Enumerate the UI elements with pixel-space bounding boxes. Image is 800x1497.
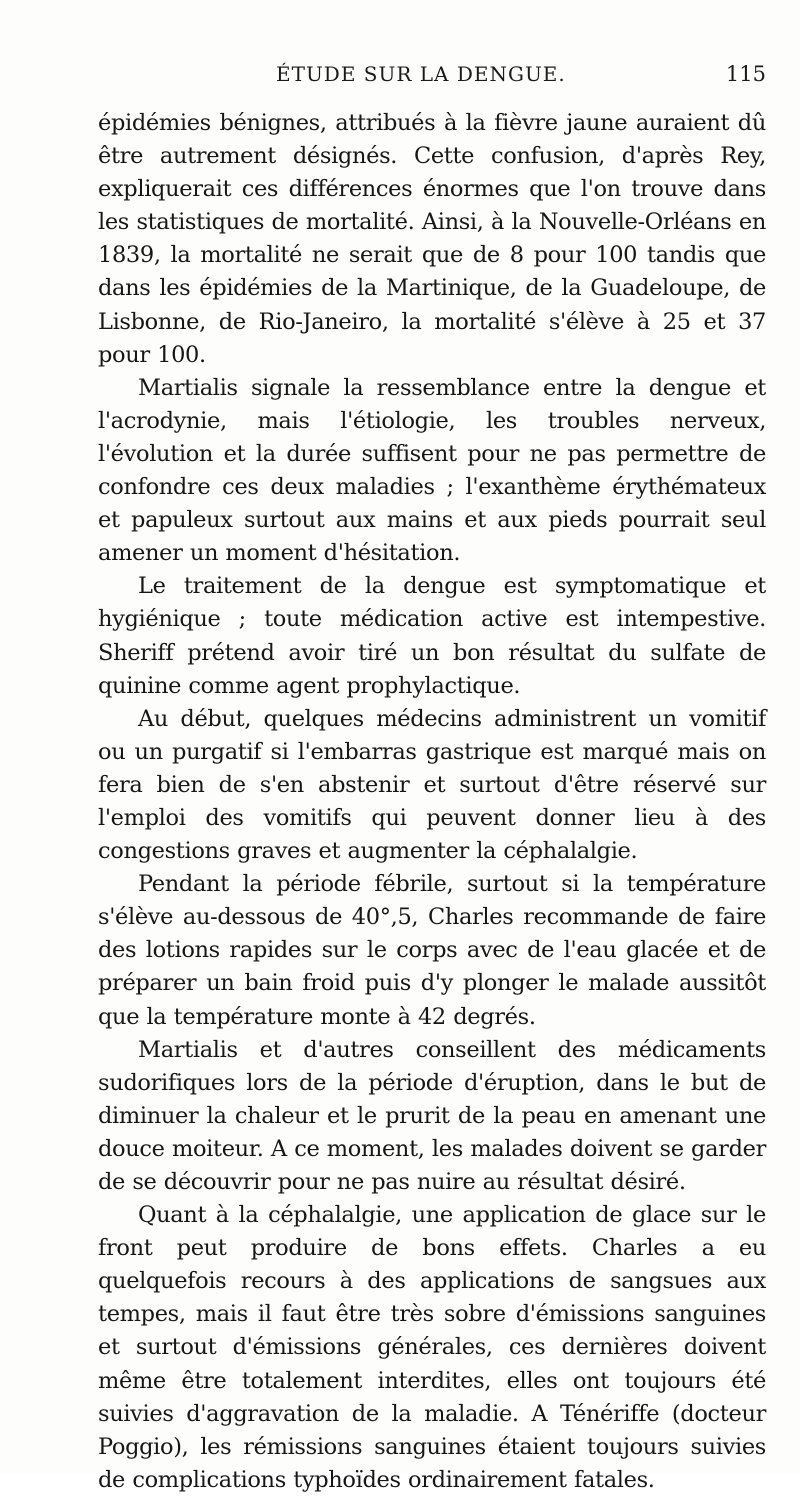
paragraph: Martialis et d'autres conseillent des médicaments sudorifiques lors de la période d'éruption, dans le but de diminuer la chaleur et le prurit de la peau en amenant une douce moiteur. A ce moment, les malades doivent se garder de se découvrir pour ne pas nuire au résultat désiré. <box>98 1036 766 1195</box>
running-title: ÉTUDE SUR LA DENGUE. <box>276 62 566 86</box>
body-text <box>98 107 766 1497</box>
paragraph-continued: épidémies bénignes, attribués à la fièvre jaune auraient dû être autrement désignés. Cette confusion, d'après Rey, expliquerait ces différences énormes que l'on trouve dans les statistiques de mortalité. Ainsi, à la Nouvelle-Orléans en 1839, la mortalité ne serait que de 8 pour 100 tandis que dans les épidémies de la Martinique, de la Guadeloupe, de Lisbonne, de Rio-Janeiro, la mortalité s'élève à 25 et 37 pour 100. <box>98 110 766 368</box>
paragraph: Pendant la période fébrile, surtout si la température s'élève au-dessous de 40°,5, Charles recommande de faire des lotions rapides sur le corps avec de l'eau glacée et de préparer un bain froid puis d'y plonger le malade aussitôt que la température monte à 42 degrés. <box>98 871 766 1030</box>
paragraph: Au début, quelques médecins administrent un vomitif ou un purgatif si l'embarras gastrique est marqué mais on fera bien de s'en abstenir et surtout d'être réservé sur l'emploi des vomitifs qui peuvent donner lieu à des congestions graves et augmenter la céphalalgie. <box>98 705 766 865</box>
page-number: 115 <box>725 62 766 86</box>
paragraph: Le traitement de la dengue est symptomatique et hygiénique ; toute médication active est intempestive. Sheriff prétend avoir tiré un bon résultat du sulfate de quinine comme agent prophylactique. <box>98 573 766 699</box>
running-head <box>96 62 766 92</box>
paragraph: Martialis signale la ressemblance entre la dengue et l'acrodynie, mais l'étiologie, les troubles nerveux, l'évolution et la durée suffisent pour ne pas permettre de confondre ces deux maladies ; l'exanthème érythémateux et papuleux surtout aux mains et aux pieds pourrait seul amener un moment d'hésitation. <box>98 374 766 567</box>
paragraph: Quant à la céphalalgie, une application de glace sur le front peut produire de bons effets. Charles a eu quelquefois recours à des applications de sangsues aux tempes, mais il faut être très sobre d'émissions sanguines et surtout d'émissions générales, ces dernières doivent même être totalement interdites, elles ont toujours été suivies d'aggravation de la maladie. A Ténériffe (docteur Poggio), les rémissions sanguines étaient toujours suivies de complications typhoïdes ordinairement fatales. <box>98 1202 766 1493</box>
